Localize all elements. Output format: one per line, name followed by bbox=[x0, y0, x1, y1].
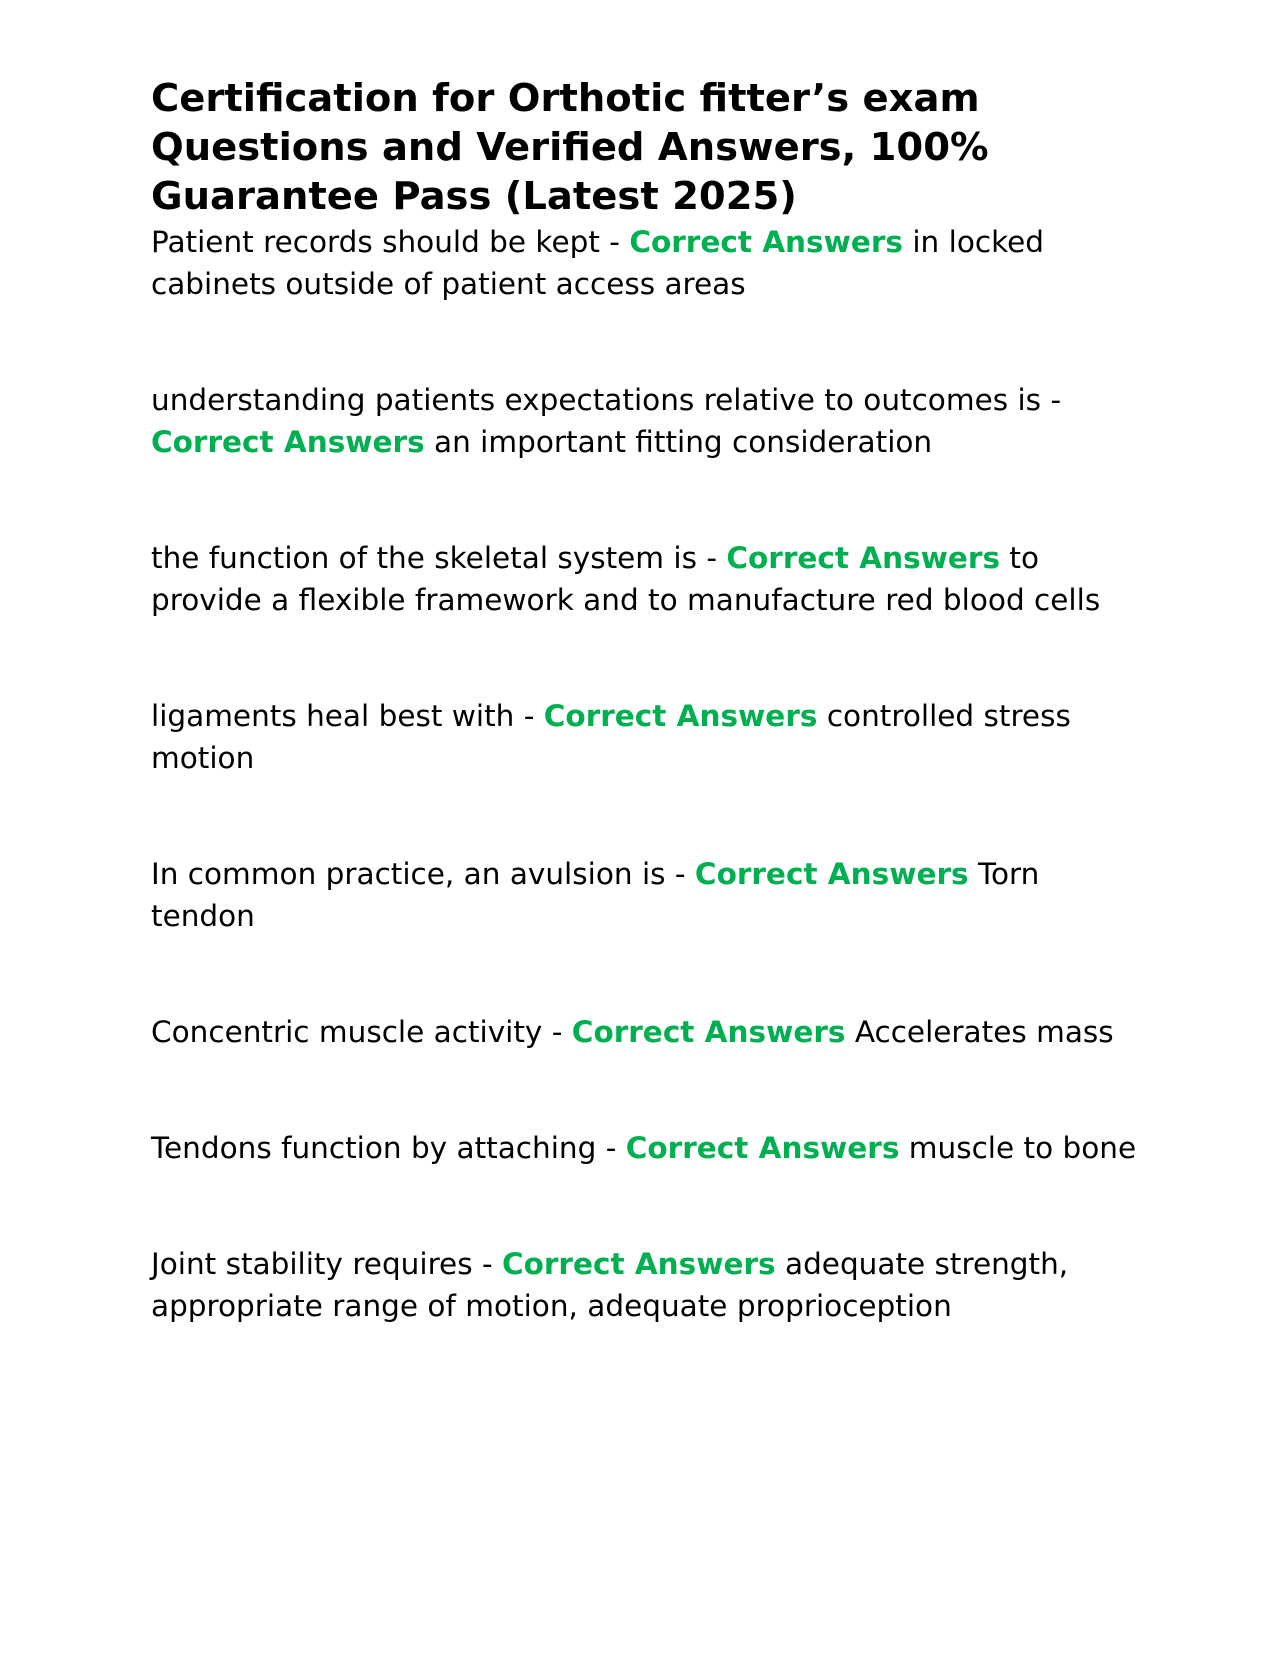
correct-answers-label: Correct Answers bbox=[625, 1131, 900, 1165]
correct-answers-label: Correct Answers bbox=[726, 541, 1001, 575]
separator: - bbox=[472, 1247, 502, 1281]
qa-item bbox=[151, 1243, 1141, 1327]
answer-text: muscle to bone bbox=[908, 1131, 1137, 1165]
qa-item bbox=[151, 853, 1141, 937]
answer-text: controlled stress motion bbox=[151, 699, 1071, 775]
document-page bbox=[151, 74, 1141, 1327]
qa-item bbox=[151, 221, 1141, 305]
qa-item bbox=[151, 379, 1141, 463]
separator: - bbox=[696, 541, 727, 575]
qa-item bbox=[151, 537, 1141, 621]
question-text: Concentric muscle activity bbox=[151, 1015, 543, 1049]
answer-text: adequate strength, appropriate range of motion, adequate proprioception bbox=[151, 1247, 1069, 1323]
question-text: Joint stability requires bbox=[151, 1247, 473, 1281]
answer-text: Accelerates mass bbox=[854, 1015, 1114, 1049]
question-text: Tendons function by attaching bbox=[151, 1131, 597, 1165]
qa-item bbox=[151, 1127, 1141, 1169]
qa-item bbox=[151, 695, 1141, 779]
correct-answers-label: Correct Answers bbox=[629, 225, 903, 259]
separator: - bbox=[665, 857, 695, 891]
separator: - bbox=[596, 1131, 626, 1165]
answer-text: in locked cabinets outside of patient access areas bbox=[151, 225, 1045, 301]
correct-answers-label: Correct Answers bbox=[501, 1247, 776, 1281]
document-title: Certification for Orthotic fitter’s exam Questions and Verified Answers, 100% Guarantee Pass (Latest 2025) bbox=[151, 76, 989, 219]
correct-answers-label: Correct Answers bbox=[571, 1015, 846, 1049]
separator: - bbox=[599, 225, 630, 259]
answer-text: an important fitting consideration bbox=[434, 425, 933, 459]
qa-item bbox=[151, 1011, 1141, 1053]
correct-answers-label: Correct Answers bbox=[543, 699, 818, 733]
separator: - bbox=[542, 1015, 572, 1049]
question-text: Patient records should be kept bbox=[151, 225, 600, 259]
correct-answers-label: Correct Answers bbox=[694, 857, 969, 891]
question-text: In common practice, an avulsion is bbox=[151, 857, 666, 891]
question-text: ligaments heal best with bbox=[151, 699, 515, 733]
answer-text: Torn tendon bbox=[151, 857, 1040, 933]
correct-answers-label: Correct Answers bbox=[151, 425, 425, 459]
separator: - bbox=[1041, 383, 1062, 417]
question-text: understanding patients expectations relative to outcomes is bbox=[151, 383, 1042, 417]
answer-text: to provide a flexible framework and to manufacture red blood cells bbox=[151, 541, 1101, 617]
separator: - bbox=[514, 699, 544, 733]
question-text: the function of the skeletal system is bbox=[151, 541, 697, 575]
